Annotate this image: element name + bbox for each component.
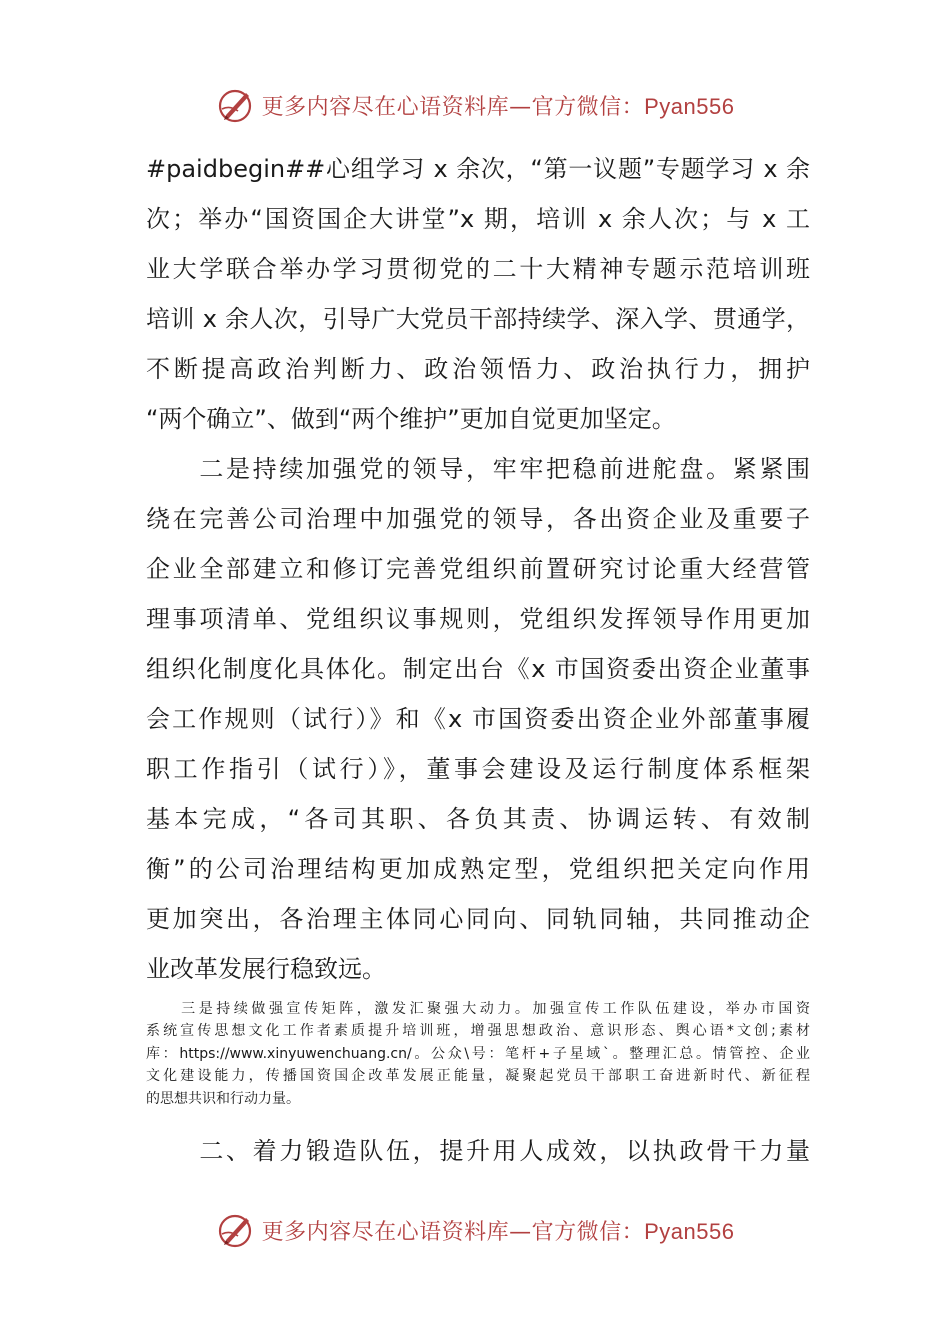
text-line: #paidbegin##心组学习 x 余次，“第一议题”专题学习 x 余 <box>146 155 810 183</box>
pen-logo-icon <box>216 85 256 125</box>
text-line: 衡”的公司治理结构更加成熟定型，党组织把关定向作用 <box>146 855 810 883</box>
small-text-line: 三是持续做强宣传矩阵，激发汇聚强大动力。加强宣传工作队伍建设，举办市国资 <box>146 1001 810 1017</box>
text-line: 企业全部建立和修订完善党组织前置研究讨论重大经营管 <box>146 555 810 583</box>
paragraph-2 <box>146 444 810 994</box>
small-text-line: 的思想共识和行动力量。 <box>146 1090 300 1107</box>
text-line: 业大学联合举办学习贯彻党的二十大精神专题示范培训班 <box>146 255 810 283</box>
paragraph-1 <box>146 144 810 444</box>
text-line: 二是持续加强党的领导，牢牢把稳前进舵盘。紧紧围 <box>146 455 810 483</box>
text-line: 业改革发展行稳致远。 <box>146 955 386 983</box>
wechat-id: Pyan556 <box>644 1218 735 1244</box>
paragraph-4 <box>146 1126 810 1176</box>
text-line: 次；举办“国资国企大讲堂”x 期，培训 x 余人次；与 x 工 <box>146 205 810 233</box>
text-line: 职工作指引（试行）》，董事会建设及运行制度体系框架 <box>146 755 810 783</box>
small-text-line: 库：https://www.xinyuwenchuang.cn/。公众\号：笔杆+子星域`。整理汇总。情管控、企业 <box>146 1045 810 1062</box>
paragraph-3-small <box>146 998 810 1110</box>
text-line: 绕在完善公司治理中加强党的领导，各出资企业及重要子 <box>146 505 810 533</box>
text-line: “两个确立”、做到“两个维护”更加自觉更加坚定。 <box>146 405 676 433</box>
text-line: 更加突出，各治理主体同心同向、同轨同轴，共同推动企 <box>146 905 810 933</box>
text-line: 不断提高政治判断力、政治领悟力、政治执行力，拥护 <box>146 355 810 383</box>
watermark-prefix: 更多内容尽在心语资料库—官方微信： <box>261 1219 645 1245</box>
text-line: 会工作规则（试行）》和《x 市国资委出资企业外部董事履 <box>146 705 810 733</box>
small-text-line: 系统宣传思想文化工作者素质提升培训班，增强思想政治、意识形态、舆心语*文创;素材 <box>146 1023 810 1040</box>
text-line: 基本完成，“各司其职、各负其责、协调运转、有效制 <box>146 805 810 833</box>
pen-logo-icon <box>216 1210 256 1250</box>
document-body <box>146 144 810 1176</box>
small-text-line: 文化建设能力，传播国资国企改革发展正能量，凝聚起党员干部职工奋进新时代、新征程 <box>146 1068 810 1085</box>
wechat-id: Pyan556 <box>644 93 735 119</box>
text-line: 培训 x 余人次，引导广大党员干部持续学、深入学、贯通学， <box>146 305 810 333</box>
watermark-text <box>262 90 735 121</box>
watermark-prefix: 更多内容尽在心语资料库—官方微信： <box>261 94 645 120</box>
text-line: 理事项清单、党组织议事规则，党组织发挥领导作用更加 <box>146 605 810 633</box>
spacer <box>146 1110 810 1126</box>
watermark-banner-bottom <box>0 1205 950 1255</box>
text-line: 二、着力锻造队伍，提升用人成效，以执政骨干力量 <box>146 1136 810 1165</box>
text-line: 组织化制度化具体化。制定出台《x 市国资委出资企业董事 <box>146 655 810 683</box>
watermark-banner-top <box>0 80 950 130</box>
watermark-text <box>262 1215 735 1246</box>
